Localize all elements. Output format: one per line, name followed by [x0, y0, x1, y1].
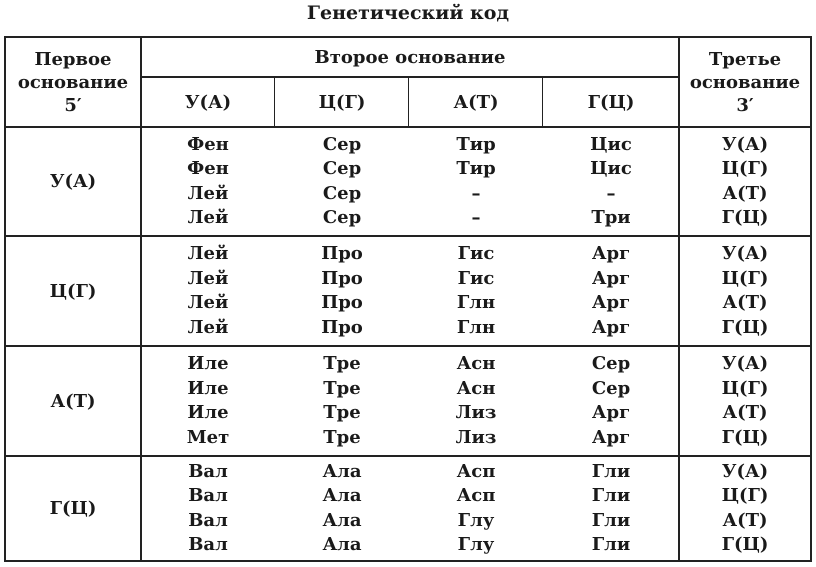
third-base: Г(Ц): [721, 316, 769, 338]
table-title: Генетический код: [306, 2, 510, 24]
amino-acid-cell: [276, 237, 408, 345]
third-base: Ц(Г): [721, 485, 769, 506]
first-base-cell: Г(Ц): [49, 498, 97, 519]
amino-acid: Арг: [591, 426, 631, 448]
amino-acid: Цис: [590, 158, 632, 179]
amino-acid: Лей: [187, 292, 229, 313]
amino-acid: Вал: [188, 485, 228, 506]
amino-acid: Глн: [456, 292, 496, 313]
amino-acid: Лей: [187, 182, 229, 204]
amino-acid-cell: [544, 347, 678, 455]
amino-acid: Сер: [322, 133, 362, 155]
third-base: У(А): [721, 243, 769, 264]
third-base: У(А): [721, 460, 769, 482]
grid-line: [542, 78, 543, 126]
amino-acid: Фен: [187, 158, 229, 179]
third-base: А(Т): [722, 402, 768, 423]
third-base: Ц(Г): [721, 377, 769, 399]
header-third-base-line3: 3′: [736, 94, 754, 116]
amino-acid: Глн: [456, 316, 496, 338]
amino-acid: Сер: [322, 207, 362, 228]
grid-line: [408, 78, 409, 126]
amino-acid: Лиз: [455, 402, 497, 423]
amino-acid: Тре: [323, 353, 361, 374]
amino-acid: Гис: [457, 243, 495, 264]
amino-acid: Лей: [187, 316, 229, 338]
grid-line: [6, 345, 810, 347]
amino-acid: –: [471, 207, 481, 228]
third-base-cell: [680, 237, 810, 345]
amino-acid: Асн: [456, 377, 496, 399]
amino-acid: Арг: [591, 316, 631, 338]
amino-acid-cell: [410, 237, 542, 345]
second-col-header: Г(Ц): [587, 91, 635, 113]
amino-acid: Три: [591, 207, 631, 228]
amino-acid: Тре: [323, 402, 361, 423]
amino-acid: Тре: [323, 377, 361, 399]
amino-acid-cell: [276, 347, 408, 455]
third-base-cell: [680, 457, 810, 560]
grid-line: [678, 38, 680, 560]
header-first-base-line1: Первое: [34, 48, 112, 70]
amino-acid: Арг: [591, 292, 631, 313]
amino-acid-cell: [410, 128, 542, 235]
header-second-base: Второе основание: [314, 46, 506, 68]
amino-acid: Асн: [456, 353, 496, 374]
amino-acid: Фен: [187, 133, 229, 155]
amino-acid: Про: [321, 316, 363, 338]
amino-acid: Про: [321, 267, 363, 289]
third-base-cell: [680, 128, 810, 235]
grid-line: [140, 38, 142, 560]
third-base: Ц(Г): [721, 267, 769, 289]
amino-acid: Вал: [188, 460, 228, 482]
header-first-base-line3: 5′: [64, 94, 82, 116]
second-col-header: У(А): [184, 91, 232, 113]
third-base: Г(Ц): [721, 426, 769, 448]
first-base-cell: А(Т): [50, 390, 96, 412]
amino-acid: Про: [321, 292, 363, 313]
amino-acid: Ала: [322, 485, 362, 506]
amino-acid-cell: [410, 457, 542, 560]
third-base: Ц(Г): [721, 158, 769, 179]
amino-acid: Асп: [456, 460, 496, 482]
amino-acid-cell: [276, 457, 408, 560]
amino-acid: Сер: [591, 353, 631, 374]
grid-line: [6, 126, 810, 128]
third-base: Г(Ц): [721, 207, 769, 228]
amino-acid: Тир: [456, 158, 496, 179]
amino-acid-cell: [142, 237, 274, 345]
grid-line: [142, 76, 678, 78]
grid-line: [6, 235, 810, 237]
amino-acid-cell: [142, 128, 274, 235]
amino-acid: Иле: [187, 353, 229, 374]
amino-acid: Сер: [591, 377, 631, 399]
third-base: У(А): [721, 353, 769, 374]
amino-acid: Арг: [591, 402, 631, 423]
third-base: А(Т): [722, 509, 768, 531]
first-base-cell: У(А): [49, 171, 97, 192]
amino-acid: Иле: [187, 377, 229, 399]
first-base-cell: Ц(Г): [49, 280, 97, 302]
amino-acid-cell: [142, 347, 274, 455]
amino-acid: Тре: [323, 426, 361, 448]
amino-acid-cell: [142, 457, 274, 560]
header-first-base: [6, 38, 140, 126]
grid-line: [274, 78, 275, 126]
amino-acid: Ала: [322, 509, 362, 531]
amino-acid: Сер: [322, 158, 362, 179]
third-base: А(Т): [722, 182, 768, 204]
amino-acid: Арг: [591, 267, 631, 289]
genetic-code-table: [4, 36, 812, 562]
amino-acid: Ала: [322, 534, 362, 555]
amino-acid: –: [606, 182, 616, 204]
amino-acid: Гис: [457, 267, 495, 289]
third-base-cell: [680, 347, 810, 455]
header-third-base-line2: основание: [689, 71, 801, 93]
amino-acid: Гли: [591, 485, 631, 506]
grid-line: [6, 455, 810, 457]
amino-acid: –: [471, 182, 481, 204]
header-first-base-line2: основание: [17, 71, 129, 93]
amino-acid: Вал: [188, 534, 228, 555]
amino-acid: Сер: [322, 182, 362, 204]
amino-acid-cell: [544, 457, 678, 560]
amino-acid-cell: [410, 347, 542, 455]
amino-acid-cell: [544, 237, 678, 345]
amino-acid: Вал: [188, 509, 228, 531]
third-base: Г(Ц): [721, 534, 769, 555]
amino-acid: Тир: [456, 133, 496, 155]
second-col-header: Ц(Г): [318, 91, 366, 113]
amino-acid: Иле: [187, 402, 229, 423]
amino-acid-cell: [544, 128, 678, 235]
amino-acid: Лей: [187, 267, 229, 289]
amino-acid-cell: [276, 128, 408, 235]
amino-acid: Лей: [187, 243, 229, 264]
second-col-header: А(Т): [453, 91, 499, 113]
amino-acid: Глу: [457, 509, 495, 531]
amino-acid: Лиз: [455, 426, 497, 448]
amino-acid: Гли: [591, 534, 631, 555]
third-base: А(Т): [722, 292, 768, 313]
amino-acid: Цис: [590, 133, 632, 155]
amino-acid: Асп: [456, 485, 496, 506]
header-third-base-line1: Третье: [708, 48, 782, 70]
third-base: У(А): [721, 133, 769, 155]
amino-acid: Ала: [322, 460, 362, 482]
amino-acid: Арг: [591, 243, 631, 264]
amino-acid: Глу: [457, 534, 495, 555]
amino-acid: Гли: [591, 509, 631, 531]
amino-acid: Лей: [187, 207, 229, 228]
amino-acid: Гли: [591, 460, 631, 482]
amino-acid: Про: [321, 243, 363, 264]
header-third-base: [680, 38, 810, 126]
amino-acid: Мет: [186, 426, 230, 448]
